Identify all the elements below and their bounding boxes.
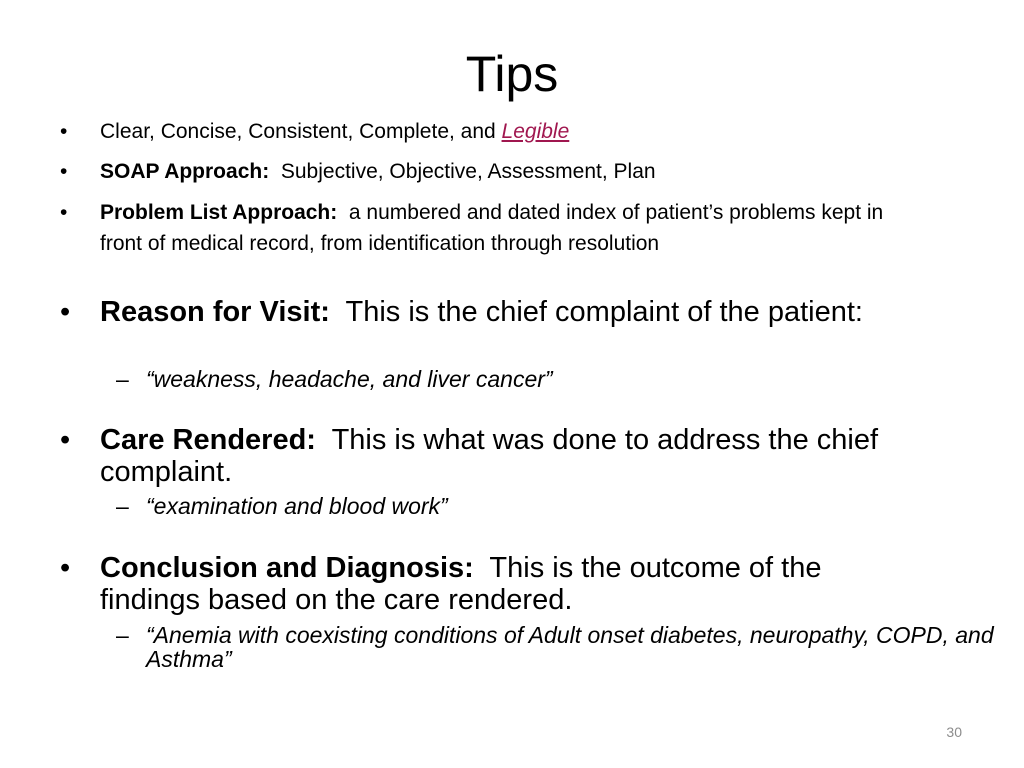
bullet-item-clear xyxy=(60,116,980,147)
bullet-item-soap xyxy=(60,156,980,187)
bullet-item-conclusion xyxy=(60,552,920,616)
bullet-icon: • xyxy=(60,160,68,183)
bullet-label: Conclusion and Diagnosis: xyxy=(100,552,474,584)
bullet-label: Problem List Approach: xyxy=(100,201,338,224)
bullet-text: Clear, Concise, Consistent, Complete, and xyxy=(100,120,502,143)
sub-item-reason-example xyxy=(116,366,996,392)
legible-link[interactable]: Legible xyxy=(501,120,570,143)
dash-icon: – xyxy=(116,622,129,648)
bullet-icon: • xyxy=(60,201,68,224)
page-number: 30 xyxy=(946,724,962,740)
dash-icon: – xyxy=(116,493,129,519)
bullet-label: SOAP Approach: xyxy=(100,160,270,183)
bullet-text: This is the outcome of the findings based on the care rendered. xyxy=(100,552,822,616)
bullet-icon: • xyxy=(60,424,71,456)
sub-item-text: “Anemia with coexisting conditions of Adult onset diabetes, neuropathy, COPD, and Asthma” xyxy=(146,622,994,672)
sub-item-text: “weakness, headache, and liver cancer” xyxy=(146,366,553,392)
sub-item-text: “examination and blood work” xyxy=(146,493,448,519)
sub-item-care-example xyxy=(116,493,996,519)
bullet-item-problem-list xyxy=(60,197,910,259)
bullet-text: This is what was done to address the chief complaint. xyxy=(100,424,879,488)
dash-icon: – xyxy=(116,366,129,392)
bullet-item-care-rendered xyxy=(60,424,920,488)
bullet-icon: • xyxy=(60,120,68,143)
bullet-label: Care Rendered: xyxy=(100,424,316,456)
bullet-icon: • xyxy=(60,296,71,328)
sub-item-conclusion-example xyxy=(116,622,996,672)
bullet-text: a numbered and dated index of patient’s problems kept in front of medical record, from identification through resolution xyxy=(100,201,884,255)
bullet-label: Reason for Visit: xyxy=(100,296,330,328)
bullet-icon: • xyxy=(60,552,71,584)
bullet-text: Subjective, Objective, Assessment, Plan xyxy=(280,160,656,183)
bullet-item-reason-for-visit xyxy=(60,296,880,328)
slide-title: Tips xyxy=(465,46,559,102)
bullet-text: This is the chief complaint of the patient: xyxy=(345,296,863,328)
